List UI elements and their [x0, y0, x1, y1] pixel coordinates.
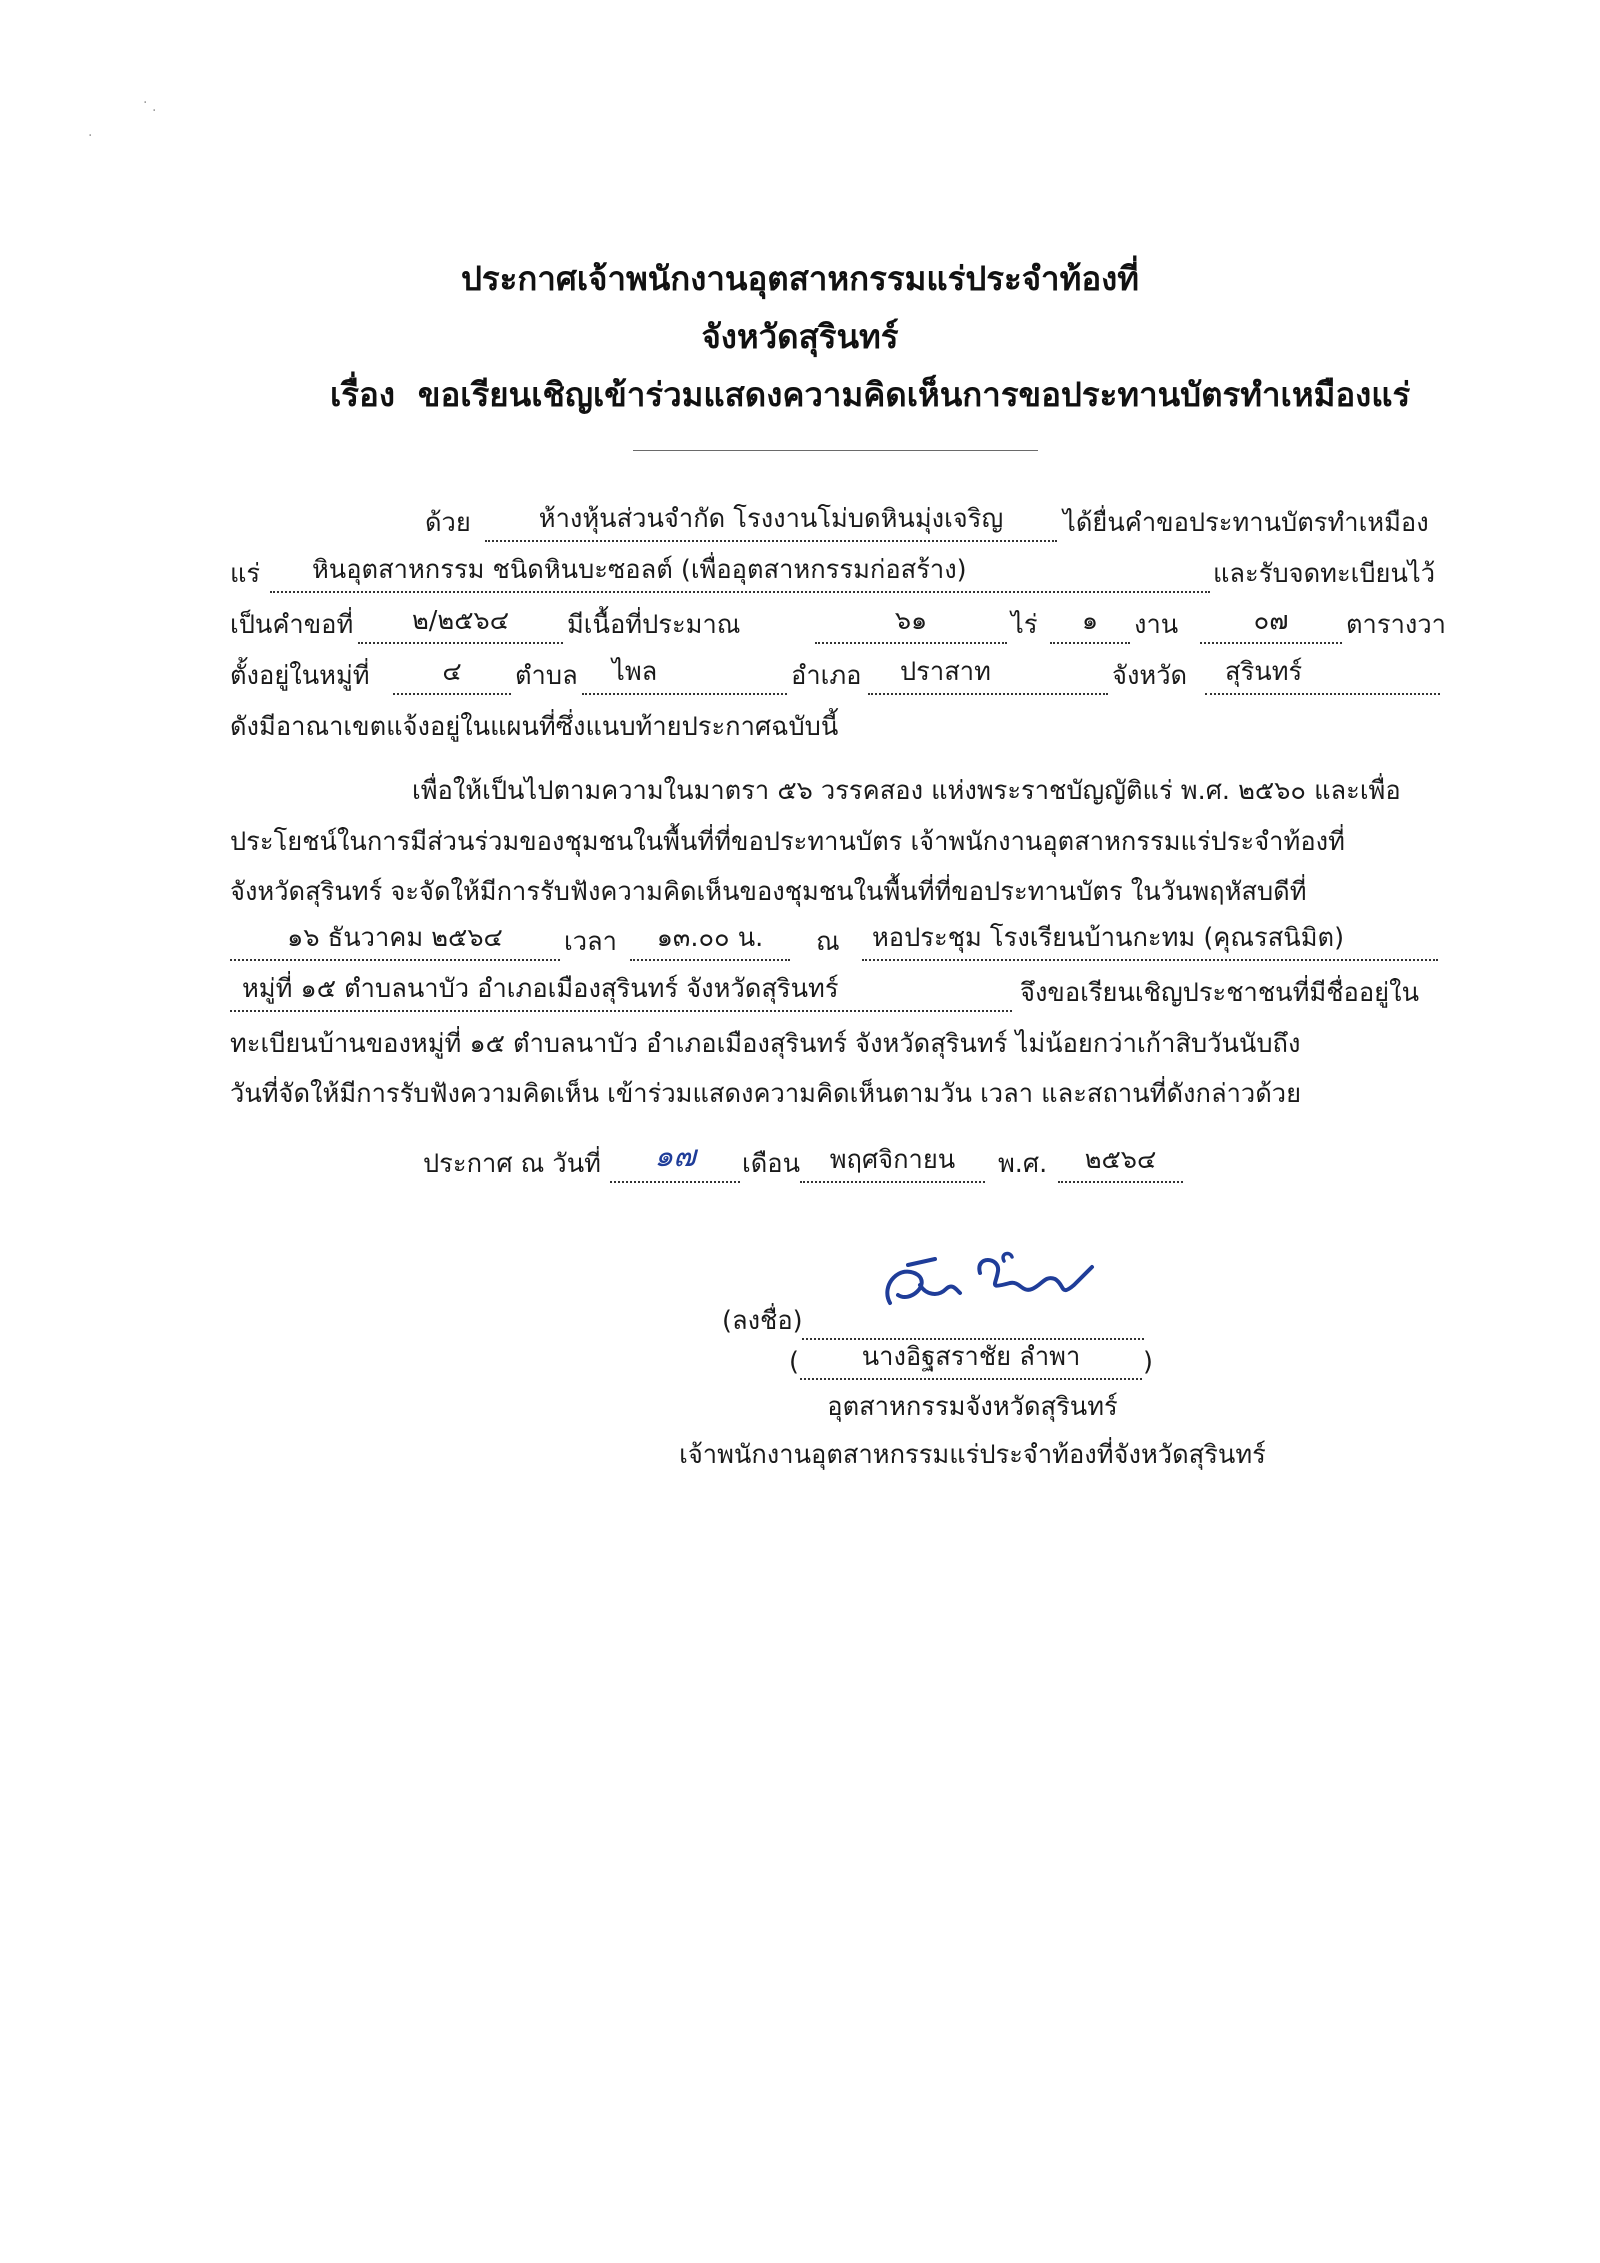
request-no-field [358, 608, 563, 644]
para2-l6: ทะเบียนบ้านของหมู่ที่ ๑๕ ตำบลนาบัว อำเภอเมืองสุรินทร์ จังหวัดสุรินทร์ ไม่น้อยกว่าเก้าสิบวันนับถึง [230, 1029, 1301, 1059]
amphoe-label: อำเภอ [791, 661, 862, 691]
doc-province: จังหวัดสุรินทร์ [701, 317, 899, 356]
area-label: มีเนื้อที่ประมาณ [567, 610, 741, 640]
sqwa-field [1200, 608, 1342, 644]
at-label: ณ [816, 927, 840, 957]
rai-field [815, 608, 1007, 644]
subject-label: เรื่อง [330, 375, 395, 414]
request-no-label: เป็นคำขอที่ [230, 610, 354, 640]
ngan-value: ๑ [1081, 606, 1099, 636]
time-label: เวลา [564, 927, 617, 957]
subject-text: ขอเรียนเชิญเข้าร่วมแสดงความคิดเห็นการขอประทานบัตรทำเหมืองแร่ [417, 375, 1411, 414]
doc-title: ประกาศเจ้าพนักงานอุตสาหกรรมแร่ประจำท้องที่ [460, 259, 1140, 298]
day-value: ๑๗ [654, 1139, 696, 1174]
request-no-value: ๒/๒๕๖๔ [412, 606, 509, 636]
day-field [610, 1139, 740, 1183]
year-value: ๒๕๖๔ [1084, 1145, 1157, 1175]
name-close-paren: ) [1143, 1347, 1153, 1377]
name-field [800, 1344, 1142, 1380]
time-field [630, 925, 790, 961]
para1-l2-tail: และรับจดทะเบียนไว้ [1213, 559, 1436, 589]
sign-label: (ลงชื่อ) [722, 1306, 803, 1336]
para2-l3: จังหวัดสุรินทร์ จะจัดให้มีการรับฟังความคิดเห็นของชุมชนในพื้นที่ที่ขอประทานบัตร ในวันพฤหัสบดีที่ [230, 877, 1307, 907]
scan-speck: · [152, 103, 157, 119]
mineral-value: หินอุตสาหกรรม ชนิดหินบะซอลต์ (เพื่ออุตสาหกรรมก่อสร้าง) [312, 555, 967, 585]
applicant-value: ห้างหุ้นส่วนจำกัด โรงงานโม่บดหินมุ่งเจริญ [538, 504, 1004, 534]
date-field [230, 925, 560, 961]
amphoe-field [868, 659, 1108, 695]
para1-l1-label: ด้วย [425, 508, 471, 538]
signer-name: นางอิฐสราชัย ลำพา [861, 1342, 1081, 1372]
year-field [1058, 1147, 1183, 1183]
scan-speck: · [143, 95, 148, 111]
para2-l2: ประโยชน์ในการมีส่วนร่วมของชุมชนในพื้นที่ที่ขอประทานบัตร เจ้าพนักงานอุตสาหกรรมแร่ประจำท้องที่ [230, 827, 1345, 857]
sqwa-value: ๐๗ [1253, 606, 1289, 636]
ngan-unit: งาน [1134, 610, 1179, 640]
para2-l5-tail: จึงขอเรียนเชิญประชาชนที่มีชื่ออยู่ใน [1020, 978, 1419, 1008]
ngan-field [1050, 608, 1130, 644]
venue-cont-field [230, 976, 1012, 1012]
month-field [800, 1147, 985, 1183]
title-divider [633, 450, 1038, 451]
mineral-field [270, 557, 1210, 593]
province-label: จังหวัด [1112, 661, 1188, 691]
name-open-paren: ( [789, 1347, 799, 1377]
para1-l2-label: แร่ [230, 559, 261, 589]
tambon-field [582, 659, 787, 695]
sign-line [802, 1304, 1144, 1340]
month-value: พฤศจิกายน [829, 1145, 956, 1175]
scan-speck: · [88, 128, 93, 144]
month-label: เดือน [742, 1149, 801, 1179]
time-value: ๑๓.๐๐ น. [656, 923, 764, 953]
signer-position: อุตสาหกรรมจังหวัดสุรินทร์ [827, 1392, 1118, 1422]
moo-value: ๔ [442, 657, 462, 687]
tambon-label: ตำบล [515, 661, 578, 691]
date-value: ๑๖ ธันวาคม ๒๕๖๔ [287, 923, 503, 953]
year-label: พ.ศ. [998, 1149, 1048, 1179]
announce-label: ประกาศ ณ วันที่ [423, 1149, 601, 1179]
para2-l7: วันที่จัดให้มีการรับฟังความคิดเห็น เข้าร่วมแสดงความคิดเห็นตามวัน เวลา และสถานที่ดังกล่าวด้วย [230, 1079, 1302, 1109]
amphoe-value: ปราสาท [900, 657, 991, 687]
sqwa-unit: ตารางวา [1346, 610, 1446, 640]
signer-position-official: เจ้าพนักงานอุตสาหกรรมแร่ประจำท้องที่จังหวัดสุรินทร์ [679, 1440, 1266, 1470]
applicant-field [485, 506, 1057, 542]
para2-l1: เพื่อให้เป็นไปตามความในมาตรา ๕๖ วรรคสอง แห่งพระราชบัญญัติแร่ พ.ศ. ๒๕๖๐ และเพื่อ [412, 776, 1401, 806]
para1-l1-tail: ได้ยื่นคำขอประทานบัตรทำเหมือง [1063, 508, 1429, 538]
province-value: สุรินทร์ [1225, 657, 1303, 687]
moo-label: ตั้งอยู่ในหมู่ที่ [230, 661, 370, 691]
para1-l5: ดังมีอาณาเขตแจ้งอยู่ในแผนที่ซึ่งแนบท้ายประกาศฉบับนี้ [230, 712, 839, 742]
rai-value: ๖๑ [894, 606, 928, 636]
moo-field [393, 659, 511, 695]
tambon-value: ไพล [612, 657, 658, 687]
venue-field [862, 925, 1438, 961]
venue-cont-value: หมู่ที่ ๑๕ ตำบลนาบัว อำเภอเมืองสุรินทร์ จังหวัดสุรินทร์ [242, 974, 839, 1004]
venue-value: หอประชุม โรงเรียนบ้านกะทม (คุณรสนิมิต) [872, 923, 1345, 953]
doc-subject [330, 368, 1410, 421]
rai-unit: ไร่ [1011, 610, 1038, 640]
province-field [1205, 659, 1440, 695]
